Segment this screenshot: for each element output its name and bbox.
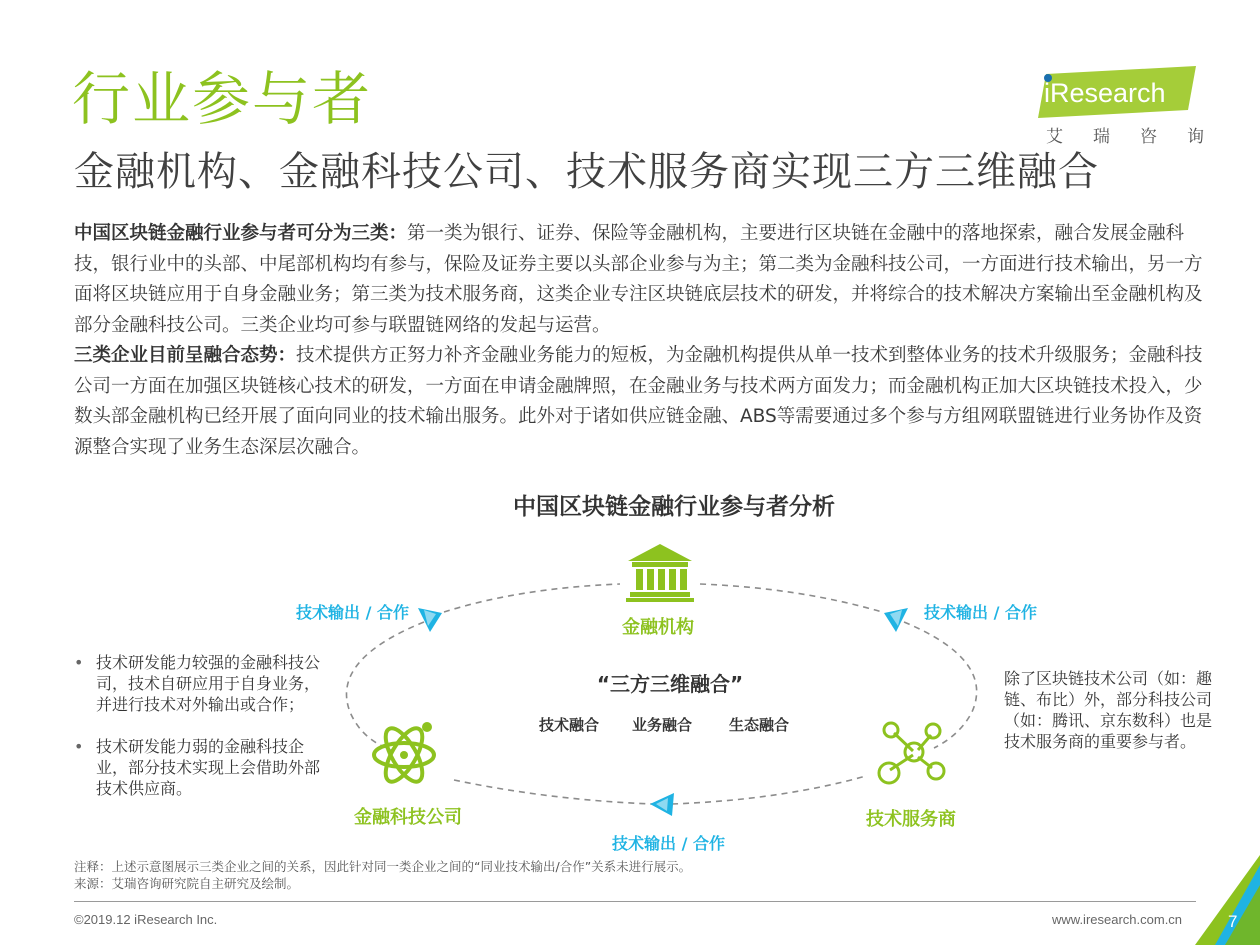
center-title: “三方三维融合” xyxy=(596,672,744,696)
bank-icon xyxy=(626,544,694,602)
arrow-top-right-icon xyxy=(884,608,908,632)
flow-label-bottom: 技术输出 / 合作 xyxy=(612,834,725,853)
logo-brand-text: iResearch xyxy=(1044,78,1166,108)
center-item-business: 业务融合 xyxy=(632,716,693,734)
footer-divider xyxy=(74,901,1196,902)
diagram-title: 中国区块链金融行业参与者分析 xyxy=(513,494,835,520)
arc-right xyxy=(904,622,977,748)
paragraph-fusion xyxy=(74,341,1204,463)
list-item: • 技术研发能力较强的金融科技公司，技术自研应用于自身业务，并进行技术对外输出或合作； xyxy=(72,652,332,715)
node-label-finance: 金融机构 xyxy=(622,617,694,638)
footer-website: www.iresearch.com.cn xyxy=(1052,912,1183,927)
tech-provider-note: 除了区块链技术公司（如：趣链、布比）外，部分科技公司（如：腾讯、京东数科）也是技术服务商的重要参与者。 xyxy=(1004,669,1213,751)
fintech-notes xyxy=(72,652,332,820)
paragraph-fusion-heading: 三类企业目前呈融合态势： xyxy=(74,345,297,366)
paragraph-participants-text: 第一类为银行、证券、保险等金融机构，主要进行区块链在金融中的落地探索，融合发展金融科技，银行业中的头部、中尾部机构均有参与，保险及证券主要以头部企业参与为主；第二类为金融科技公司，一方面进行技术输出，另一方面将区块链应用于自身金融业务；第三类为技术服务商，这类企业专注区块链底层技术的研发，并将综合的技术解决方案输出至金融机构及部分金融科技公司。三类企业均可参与联盟链网络的发起与运营。 xyxy=(74,223,1203,336)
paragraph-participants-heading: 中国区块链金融行业参与者可分为三类： xyxy=(74,223,408,244)
center-item-tech: 技术融合 xyxy=(539,716,600,734)
page-subtitle: 金融机构、金融科技公司、技术服务商实现三方三维融合 xyxy=(74,149,1099,195)
node-label-fintech: 金融科技公司 xyxy=(354,807,462,828)
arrow-bottom-icon xyxy=(650,793,674,816)
iresearch-logo xyxy=(1038,66,1234,147)
footnote-note: 注释：上述示意图展示三类企业之间的关系，因此针对同一类企业之间的“同业技术输出/合作”关系未进行展示。 xyxy=(74,859,692,874)
center-item-ecology: 生态融合 xyxy=(729,716,790,734)
footnotes xyxy=(74,858,691,892)
paragraph-participants xyxy=(74,219,1204,341)
intro-text xyxy=(74,219,1204,463)
arc-bottom-left xyxy=(454,780,652,804)
atom-icon xyxy=(374,722,434,787)
arc-bottom-right xyxy=(672,776,866,804)
arrow-bottom-inner xyxy=(656,798,668,811)
arrow-top-left-inner xyxy=(424,610,436,626)
flow-label-top-right: 技术输出 / 合作 xyxy=(924,603,1037,622)
flow-arrows xyxy=(418,608,908,816)
flow-label-top-left: 技术输出 / 合作 xyxy=(296,603,409,622)
paragraph-fusion-text: 技术提供方正努力补齐金融业务能力的短板，为金融机构提供从单一技术到整体业务的技术升级服务；金融科技公司一方面在加强区块链核心技术的研发，一方面在申请金融牌照，在金融业务与技术两方面发力；而金融机构正加大区块链技术投入，少数头部金融机构已经开展了面向同业的技术输出服务。此外对于诸如供应链金融、ABS等需要通过多个参与方组网联盟链进行业务协作及资源整合实现了业务生态深层次融合。 xyxy=(74,345,1203,458)
arrow-top-right-inner xyxy=(890,610,902,626)
footnote-source: 来源：艾瑞咨询研究院自主研究及绘制。 xyxy=(74,876,300,891)
arc-top-right xyxy=(700,584,882,612)
arc-top-left xyxy=(444,584,620,612)
arrow-top-left-icon xyxy=(418,608,442,632)
list-item: • 技术研发能力弱的金融科技企业，部分技术实现上会借助外部技术供应商。 xyxy=(72,736,332,799)
page-title: 行业参与者 xyxy=(72,65,373,133)
node-label-tech-provider: 技术服务商 xyxy=(866,809,956,830)
page-number: 7 xyxy=(1228,912,1238,931)
network-icon xyxy=(879,723,944,783)
footer-copyright: ©2019.12 iResearch Inc. xyxy=(74,912,218,927)
logo-brand-cn: 艾瑞咨询 xyxy=(1046,127,1234,147)
arc-left xyxy=(346,622,424,750)
